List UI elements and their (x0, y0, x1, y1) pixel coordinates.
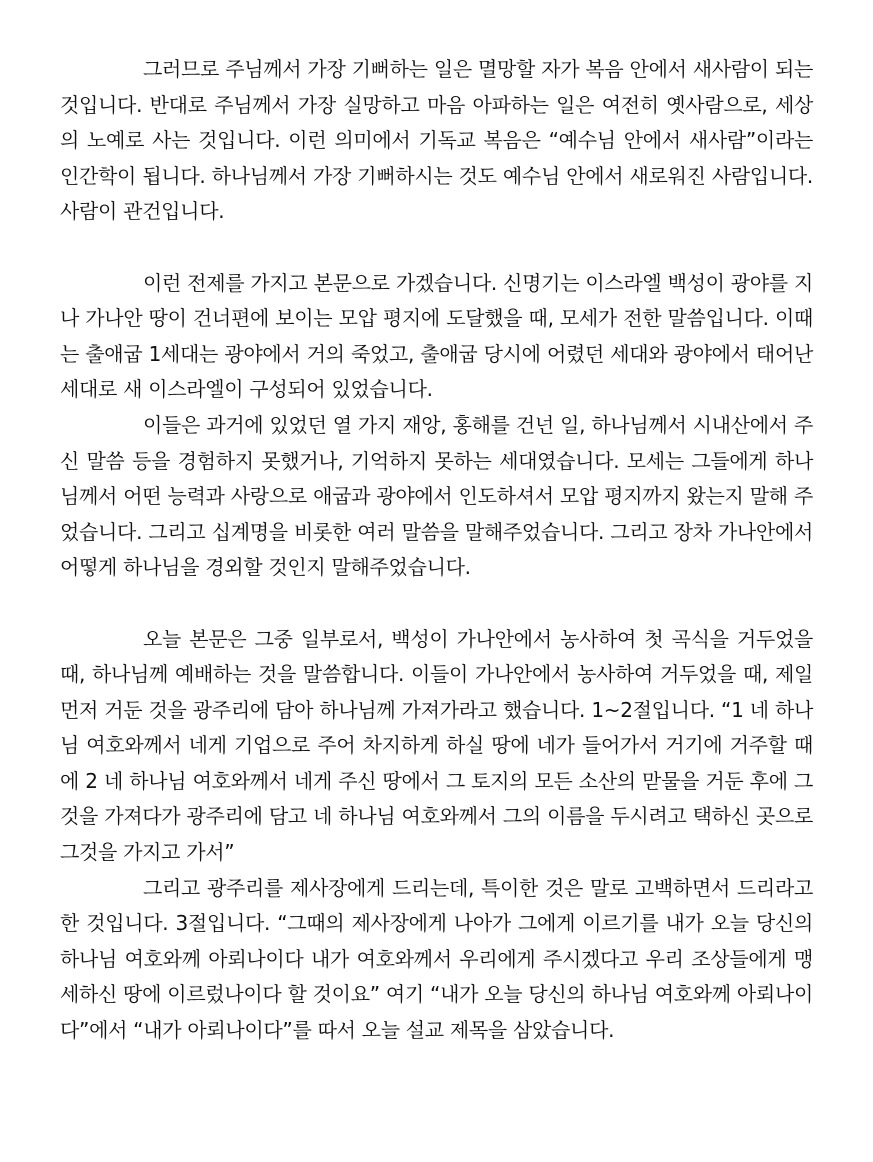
document-page (60, 52, 813, 1049)
paragraph-gap (60, 230, 813, 266)
paragraph-confession: 그리고 광주리를 제사장에게 드리는데, 특이한 것은 말로 고백하면서 드리라고 한 것입니다. 3절입니다. “그때의 제사장에게 나아가 그에게 이르기를 내가 오늘 당신의 하나님 여호와께 아뢰나이다 내가 여호와께서 우리에게 주시겠다고 우리 조상들에게 맹세하신 땅에 이르렀나이다 할 것이요” 여기 “내가 오늘 당신의 하나님 여호와께 아뢰나이다”에서 “내가 아뢰나이다”를 따서 오늘 설교 제목을 삼았습니다. (60, 875, 813, 1043)
paragraph-gap (60, 586, 813, 622)
paragraph-firstfruits: 오늘 본문은 그중 일부로서, 백성이 가나안에서 농사하여 첫 곡식을 거두었을 때, 하나님께 예배하는 것을 말씀합니다. 이들이 가나안에서 농사하여 거두었을 때, 제일 먼저 거둔 것을 광주리에 담아 하나님께 가져가라고 했습니다. 1~2절입니다. “1 네 하나님 여호와께서 네게 기업으로 주어 차지하게 하실 땅에 네가 들어가서 거기에 거주할 때에 2 네 하나님 여호와께서 네게 주신 땅에서 그 토지의 모든 소산의 맏물을 거둔 후에 그것을 가져다가 광주리에 담고 네 하나님 여호와께서 그의 이름을 두시려고 택하신 곳으로 그것을 가지고 가서” (60, 626, 813, 865)
paragraph-new-man: 그러므로 주님께서 가장 기뻐하는 일은 멸망할 자가 복음 안에서 새사람이 되는 것입니다. 반대로 주님께서 가장 실망하고 마음 아파하는 일은 여전히 옛사람으로, 세상의 노예로 사는 것입니다. 이런 의미에서 기독교 복음은 “예수님 안에서 새사람”이라는 인간학이 됩니다. 하나님께서 가장 기뻐하시는 것도 예수님 안에서 새로워진 사람입니다. 사람이 관건입니다. (60, 57, 813, 224)
paragraph-new-generation: 이들은 과거에 있었던 열 가지 재앙, 홍해를 건넌 일, 하나님께서 시내산에서 주신 말씀 등을 경험하지 못했거나, 기억하지 못하는 세대였습니다. 모세는 그들에게 하나님께서 어떤 능력과 사랑으로 애굽과 광야에서 인도하셔서 모압 평지까지 왔는지 말해 주었습니다. 그리고 십계명을 비롯한 여러 말씀을 말해주었습니다. 그리고 장차 가나안에서 어떻게 하나님을 경외할 것인지 말해주었습니다. (60, 412, 813, 580)
paragraph-deuteronomy-context: 이런 전제를 가지고 본문으로 가겠습니다. 신명기는 이스라엘 백성이 광야를 지나 가나안 땅이 건너편에 보이는 모압 평지에 도달했을 때, 모세가 전한 말씀입니다. 이때는 출애굽 1세대는 광야에서 거의 죽었고, 출애굽 당시에 어렸던 세대와 광야에서 태어난 세대로 새 이스라엘이 구성되어 있었습니다. (60, 270, 813, 402)
